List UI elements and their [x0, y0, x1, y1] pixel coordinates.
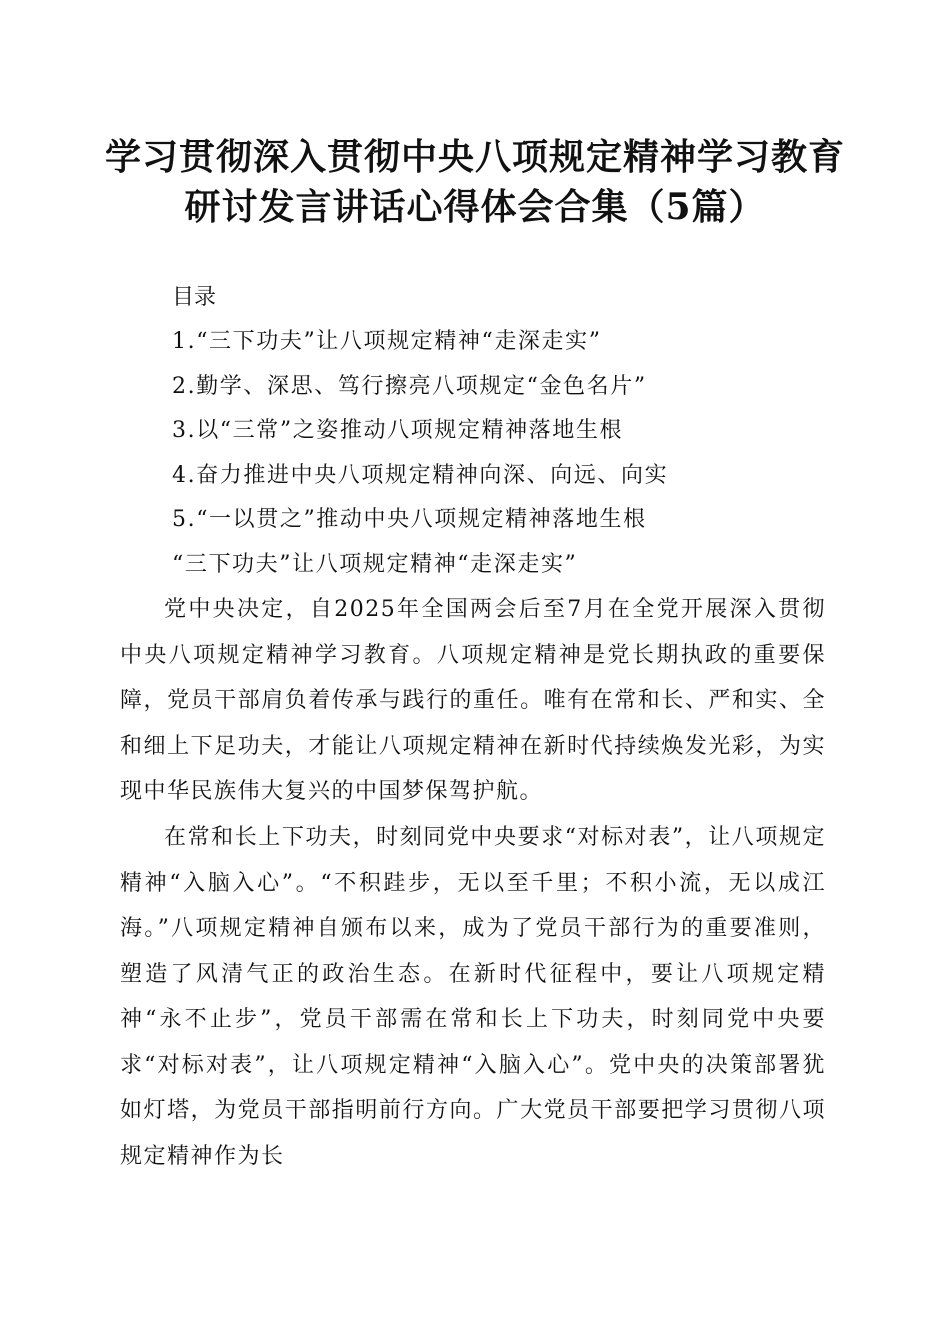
document-title	[60, 132, 890, 232]
toc-item: 4.奋力推进中央八项规定精神向深、向远、向实	[172, 462, 669, 488]
article-title: “三下功夫”让八项规定精神“走深走实”	[172, 552, 578, 577]
paragraph: 党中央决定，自2025年全国两会后至7月在全党开展深入贯彻中央八项规定精神学习教育。八项规定精神是党长期执政的重要保障，党员干部肩负着传承与践行的重任。唯有在常和长、严和实、全和细上下足功夫，才能让八项规定精神在新时代持续焕发光彩，为实现中华民族伟大复兴的中国梦保驾护航。	[120, 597, 826, 804]
table-of-contents	[172, 320, 852, 543]
toc-item: 1.“三下功夫”让八项规定精神“走深走实”	[172, 329, 602, 354]
title-line-1: 学习贯彻深入贯彻中央八项规定精神学习教育	[104, 136, 845, 178]
toc-item: 3.以“三常”之姿推动八项规定精神落地生根	[172, 418, 624, 443]
toc-item: 2.勤学、深思、笃行擦亮八项规定“金色名片”	[172, 373, 647, 399]
paragraph: 在常和长上下功夫，时刻同党中央要求“对标对表”，让八项规定精神“入脑入心”。“不积跬步，无以至千里；不积小流，无以成江海。”八项规定精神自颁布以来，成为了党员干部行为的重要准则，塑造了风清气正的政治生态。在新时代征程中，要让八项规定精神“永不止步”，党员干部需在常和长上下功夫，时刻同党中央要求“对标对表”，让八项规定精神“入脑入心”。党中央的决策部署犹如灯塔，为党员干部指明前行方向。广大党员干部要把学习贯彻八项规定精神作为长	[120, 825, 826, 1169]
toc-heading: 目录	[172, 285, 217, 310]
toc-item: 5.“一以贯之”推动中央八项规定精神落地生根	[172, 507, 647, 532]
title-line-2: 研讨发言讲话心得体会合集（5篇）	[184, 186, 766, 228]
